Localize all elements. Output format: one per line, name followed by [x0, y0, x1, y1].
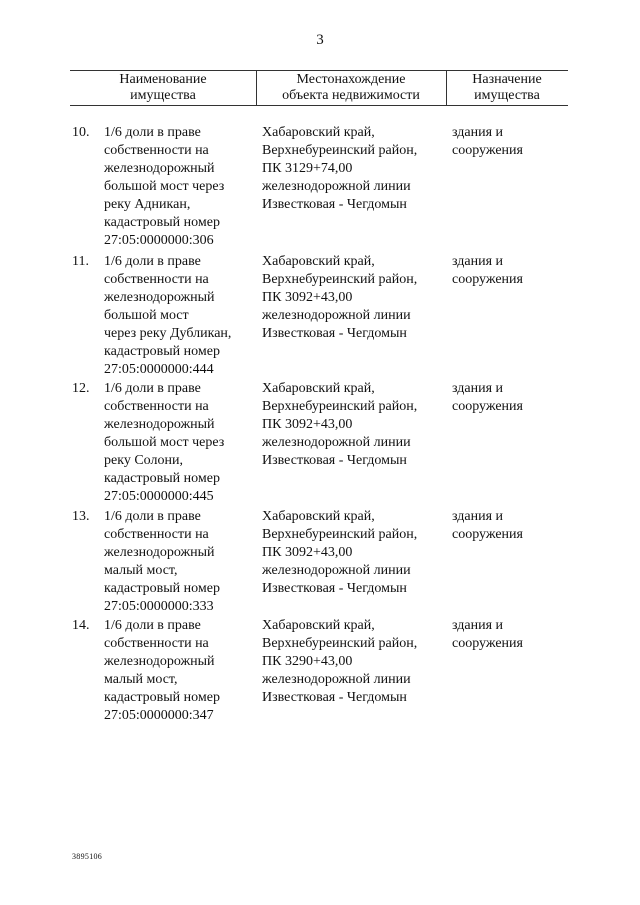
purpose-cell-line: сооружения	[452, 527, 523, 542]
purpose-cell-line: сооружения	[452, 143, 523, 158]
location-cell-line: Известковая - Чегдомын	[262, 197, 407, 212]
location-cell-line: Верхнебуреинский район,	[262, 636, 418, 651]
header-location-line: Местонахождение	[296, 72, 406, 87]
location-cell	[262, 508, 446, 598]
location-cell-line: Верхнебуреинский район,	[262, 527, 418, 542]
header-name	[70, 72, 256, 104]
property-name-cell-line: железнодорожный	[104, 545, 215, 560]
location-cell-line: ПК 3092+43,00	[262, 290, 353, 305]
header-location-line: объекта недвижимости	[282, 88, 420, 103]
property-name-cell-line: малый мост,	[104, 672, 178, 687]
location-cell-line: Верхнебуреинский район,	[262, 272, 418, 287]
property-name-cell-line: собственности на	[104, 527, 209, 542]
row-number: 12.	[72, 381, 90, 396]
property-name-cell-line: собственности на	[104, 399, 209, 414]
property-name-cell-line: 1/6 доли в праве	[104, 509, 201, 524]
location-cell-line: железнодорожной линии	[262, 308, 411, 323]
property-name-cell-line: собственности на	[104, 143, 209, 158]
property-name-cell-line: железнодорожный	[104, 290, 215, 305]
location-cell-line: Известковая - Чегдомын	[262, 326, 407, 341]
location-cell-line: Известковая - Чегдомын	[262, 690, 407, 705]
property-name-cell-line: 27:05:0000000:445	[104, 489, 214, 504]
property-name-cell-line: 27:05:0000000:347	[104, 708, 214, 723]
location-cell-line: Верхнебуреинский район,	[262, 143, 418, 158]
purpose-cell	[452, 508, 568, 544]
row-number: 10.	[72, 125, 90, 140]
property-name-cell-line: кадастровый номер	[104, 215, 220, 230]
location-cell	[262, 253, 446, 343]
row-number: 14.	[72, 618, 90, 633]
location-cell-line: Хабаровский край,	[262, 381, 375, 396]
property-name-cell	[104, 253, 254, 379]
location-cell-line: ПК 3129+74,00	[262, 161, 353, 176]
purpose-cell-line: здания и	[452, 125, 504, 140]
purpose-cell	[452, 124, 568, 160]
property-name-cell-line: реку Солони,	[104, 453, 183, 468]
property-name-cell-line: большой мост	[104, 308, 189, 323]
purpose-cell	[452, 253, 568, 289]
property-name-cell	[104, 508, 254, 616]
row-number: 13.	[72, 509, 90, 524]
property-name-cell	[104, 380, 254, 506]
property-name-cell-line: кадастровый номер	[104, 344, 220, 359]
property-name-cell-line: большой мост через	[104, 179, 225, 194]
location-cell-line: Хабаровский край,	[262, 254, 375, 269]
property-name-cell	[104, 617, 254, 725]
location-cell-line: Хабаровский край,	[262, 125, 375, 140]
location-cell-line: железнодорожной линии	[262, 435, 411, 450]
location-cell-line: Известковая - Чегдомын	[262, 581, 407, 596]
purpose-cell	[452, 617, 568, 653]
location-cell-line: ПК 3092+43,00	[262, 545, 353, 560]
property-name-cell	[104, 124, 254, 250]
table-top-rule	[70, 70, 568, 71]
property-name-cell-line: железнодорожный	[104, 654, 215, 669]
property-name-cell-line: кадастровый номер	[104, 690, 220, 705]
location-cell-line: железнодорожной линии	[262, 672, 411, 687]
location-cell	[262, 380, 446, 470]
property-name-cell-line: 1/6 доли в праве	[104, 254, 201, 269]
property-name-cell-line: 1/6 доли в праве	[104, 618, 201, 633]
location-cell-line: железнодорожной линии	[262, 563, 411, 578]
property-name-cell-line: 1/6 доли в праве	[104, 381, 201, 396]
property-name-cell-line: собственности на	[104, 636, 209, 651]
location-cell-line: Верхнебуреинский район,	[262, 399, 418, 414]
location-cell-line: ПК 3290+43,00	[262, 654, 353, 669]
property-name-cell-line: собственности на	[104, 272, 209, 287]
property-name-cell-line: большой мост через	[104, 435, 225, 450]
location-cell-line: Хабаровский край,	[262, 509, 375, 524]
property-name-cell-line: 27:05:0000000:333	[104, 599, 214, 614]
header-name-line: имущества	[130, 88, 196, 103]
property-name-cell-line: железнодорожный	[104, 161, 215, 176]
property-name-cell-line: кадастровый номер	[104, 471, 220, 486]
property-name-cell-line: 27:05:0000000:444	[104, 362, 214, 377]
property-name-cell-line: через реку Дубликан,	[104, 326, 232, 341]
page-number: 3	[316, 32, 324, 48]
purpose-cell-line: сооружения	[452, 636, 523, 651]
purpose-cell	[452, 380, 568, 416]
header-purpose-line: имущества	[474, 88, 540, 103]
purpose-cell-line: сооружения	[452, 272, 523, 287]
header-purpose	[446, 72, 568, 104]
header-location	[256, 72, 446, 104]
location-cell-line: ПК 3092+43,00	[262, 417, 353, 432]
property-name-cell-line: малый мост,	[104, 563, 178, 578]
location-cell	[262, 617, 446, 707]
document-code: 3895106	[72, 852, 103, 861]
purpose-cell-line: сооружения	[452, 399, 523, 414]
location-cell-line: Известковая - Чегдомын	[262, 453, 407, 468]
property-name-cell-line: 1/6 доли в праве	[104, 125, 201, 140]
property-name-cell-line: реку Адникан,	[104, 197, 191, 212]
row-number: 11.	[72, 254, 89, 269]
property-name-cell-line: 27:05:0000000:306	[104, 233, 214, 248]
header-purpose-line: Назначение	[472, 72, 542, 87]
purpose-cell-line: здания и	[452, 618, 504, 633]
table-header-rule	[70, 105, 568, 106]
purpose-cell-line: здания и	[452, 254, 504, 269]
purpose-cell-line: здания и	[452, 381, 504, 396]
property-name-cell-line: кадастровый номер	[104, 581, 220, 596]
property-name-cell-line: железнодорожный	[104, 417, 215, 432]
purpose-cell-line: здания и	[452, 509, 504, 524]
location-cell-line: железнодорожной линии	[262, 179, 411, 194]
location-cell	[262, 124, 446, 214]
location-cell-line: Хабаровский край,	[262, 618, 375, 633]
header-name-line: Наименование	[119, 72, 207, 87]
